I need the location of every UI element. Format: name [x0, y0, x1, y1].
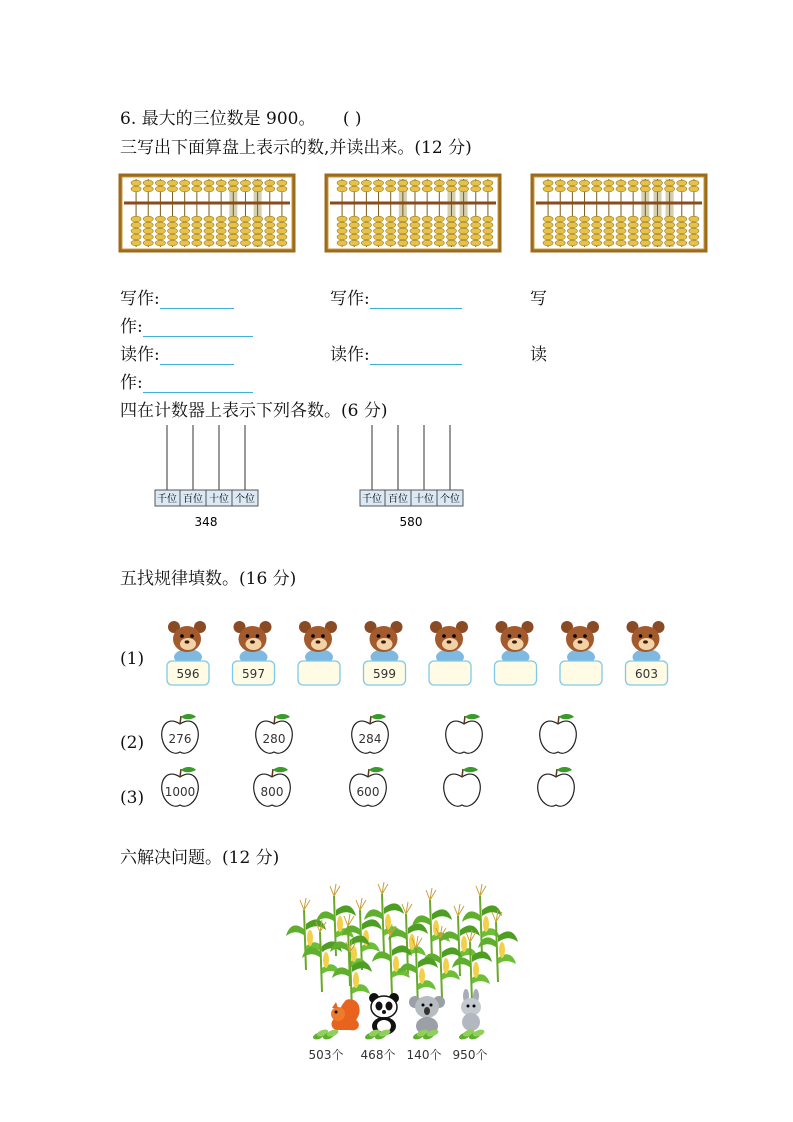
corn-count-4: 950个: [452, 1048, 488, 1062]
corn-count-2: 468个: [360, 1048, 396, 1062]
counter-1-label-ones: 个位: [235, 494, 255, 505]
apple-row-2: [150, 712, 600, 762]
row-2-label: (2): [120, 733, 145, 753]
read-row-3: [120, 368, 253, 393]
counter-2: [360, 425, 463, 529]
apple-number: 800: [260, 785, 284, 799]
apple-number: 276: [168, 732, 192, 746]
row-1-label: (1): [120, 649, 145, 669]
corn-count-3: 140个: [406, 1048, 442, 1062]
corn-field-illustration: [280, 880, 520, 1070]
write-label-3b: 作:: [120, 317, 143, 337]
apple-icon[interactable]: [256, 714, 293, 753]
abacus-1: [120, 175, 294, 251]
write-row-1: [120, 284, 234, 309]
counter-2-label-ones: 个位: [440, 494, 460, 505]
bear-card: [364, 621, 406, 685]
corn-pile-icon: [458, 1028, 485, 1041]
bear-card: [429, 621, 471, 685]
counter-group: [150, 420, 480, 535]
bear-number: 599: [373, 667, 396, 681]
section-4-title: 四在计数器上表示下列各数。(6 分): [120, 401, 388, 421]
read-label-1: 读作:: [120, 345, 160, 365]
bear-card: [626, 621, 668, 685]
counter-1-label-tens: 十位: [209, 494, 229, 505]
apple-icon[interactable]: [350, 767, 387, 806]
question-6-text: 6. 最大的三位数是 900。: [120, 109, 316, 129]
question-6-answer-paren: ( ): [342, 109, 362, 129]
apple-row-3: [150, 765, 600, 815]
section-5-title: 五找规律填数。(16 分): [120, 569, 297, 589]
squirrel-icon: [331, 999, 360, 1030]
apple-number: 284: [358, 732, 382, 746]
corn-pile-icon: [312, 1028, 339, 1041]
counter-2-number: 580: [399, 515, 423, 529]
read-label-3b: 作:: [120, 373, 143, 393]
abacus-2: [326, 175, 500, 251]
write-row-2: [330, 284, 462, 309]
bear-card: [298, 621, 340, 685]
read-blank-2[interactable]: [370, 348, 462, 365]
apple-number: 600: [356, 785, 380, 799]
read-label-3a: 读: [530, 345, 547, 365]
bear-number: 596: [176, 667, 200, 681]
read-blank-3[interactable]: [143, 376, 253, 393]
counter-2-label-thousands: 千位: [362, 494, 382, 505]
apple-icon[interactable]: [444, 767, 481, 806]
write-label-2: 写作:: [330, 289, 370, 309]
bear-card: [167, 621, 209, 685]
bear-number: 597: [242, 667, 265, 681]
write-blank-3[interactable]: [143, 320, 253, 337]
bear-card: [495, 621, 537, 685]
apple-icon[interactable]: [162, 767, 199, 806]
read-row-2: [330, 340, 462, 365]
koala-icon: [409, 996, 445, 1035]
corn-piles: [312, 1028, 485, 1041]
bear-number-box[interactable]: [429, 661, 471, 685]
bear-number: 603: [635, 667, 658, 681]
corn-count-1: 503个: [308, 1048, 344, 1062]
write-blank-1[interactable]: [160, 292, 234, 309]
apple-icon[interactable]: [446, 714, 483, 753]
write-label-3a: 写: [530, 289, 547, 309]
apple-icon[interactable]: [352, 714, 389, 753]
write-row-3: [120, 312, 253, 337]
corn-plants: [286, 882, 518, 1012]
section-6-title: 六解决问题。(12 分): [120, 848, 280, 868]
abacus-3: [532, 175, 706, 251]
counter-1-label-thousands: 千位: [157, 494, 177, 505]
bear-row: [160, 615, 680, 695]
write-blank-2[interactable]: [370, 292, 462, 309]
counter-2-label-hundreds: 百位: [388, 494, 408, 505]
write-label-1: 写作:: [120, 289, 160, 309]
bear-number-box[interactable]: [298, 661, 340, 685]
read-blank-1[interactable]: [160, 348, 234, 365]
section-3-title: 三写出下面算盘上表示的数,并读出来。(12 分): [120, 138, 472, 158]
apple-icon[interactable]: [162, 714, 199, 753]
apple-icon[interactable]: [538, 767, 575, 806]
row-3-label: (3): [120, 788, 145, 808]
abacus-group: [0, 0, 793, 270]
counter-1-label-hundreds: 百位: [183, 494, 203, 505]
bear-card: [233, 621, 275, 685]
bear-number-box[interactable]: [560, 661, 602, 685]
panda-icon: [369, 993, 399, 1035]
corn-pile-icon: [412, 1028, 439, 1041]
counter-1-number: 348: [194, 515, 218, 529]
bear-card: [560, 621, 602, 685]
apple-icon[interactable]: [540, 714, 577, 753]
apple-number: 1000: [164, 785, 196, 799]
bear-number-box[interactable]: [495, 661, 537, 685]
corn-pile-icon: [364, 1028, 391, 1041]
apple-number: 280: [262, 732, 286, 746]
counter-1: [155, 420, 317, 529]
read-row-1: [120, 340, 234, 365]
counter-2-label-tens: 十位: [414, 494, 434, 505]
read-label-2: 读作:: [330, 345, 370, 365]
apple-icon[interactable]: [254, 767, 291, 806]
